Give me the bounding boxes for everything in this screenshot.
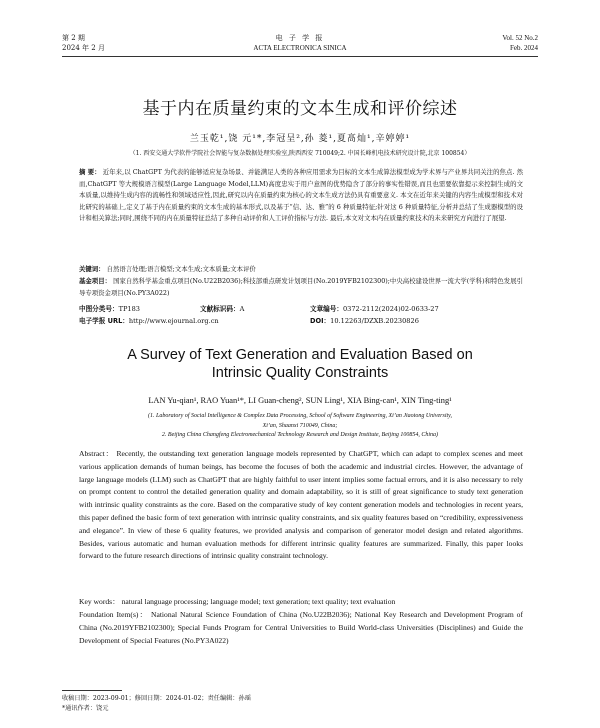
doc-label: 文献标识码： bbox=[200, 305, 240, 313]
doi-label: DOI： bbox=[310, 317, 331, 325]
abstract-cn-label: 摘 要： bbox=[79, 168, 101, 176]
header-issue-cn: 第 2 期 bbox=[62, 34, 85, 42]
doc-code bbox=[200, 303, 244, 313]
article-value: 0372-2112(2024)02-0633-27 bbox=[342, 305, 439, 313]
abstract-cn-text: 近年来,以 ChatGPT 为代表的能够适应复杂场景、并能满足人类的各种应用需求为目标的文本生成算法模型成为学术界与产业界共同关注的焦点. 然而,ChatGPT 等大规模语言模型(Large Language Model,LLM)高度忠实于用户意图的优势隐含了部分的事实性错误,而且也需要依靠提示来控制生成的文本质量,以维持生成内容的流畅性和领域适应性,因此,研究以内在质量约束为核心的文本生成方法仍具有重要意义. 本文在近年来关键的内容生成模型和技术对比研究的基础上,定义了基于内在质量约束的文本生成的基本形式,以及基于“信、达、雅”的 6 种质量特征;针对这 6 种质量特征,分析并总结了生成器模型的设计和相关算法;同时,围绕不同的内在质量特征总结了多种自动评价和人工评价指标与方法. 最后,本文对文本内在质量约束技术的未来研究方向进行了展望. bbox=[79, 168, 523, 223]
doc-value: A bbox=[239, 305, 245, 313]
doi bbox=[310, 315, 419, 325]
footnote-dates: 收稿日期：2023-09-01；修回日期：2024-01-02；责任编辑：孙瑶 bbox=[62, 695, 251, 702]
keywords-en bbox=[79, 596, 523, 609]
title-en-line-1: A Survey of Text Generation and Evaluation Based on bbox=[127, 347, 473, 363]
funding-en-text: National Natural Science Foundation of China (No.U22B2036); National Key Research and Development Program of China (No.2019YFB2102300); Special Funds Program for Central Universities to Build World-class Universities (Disciplines) and Guide the Development of Special Features (No.PY3A022) bbox=[79, 610, 523, 645]
abstract-cn bbox=[79, 167, 523, 225]
affiliation-en-line-2: Xi’an, Shaanxi 710049, China; bbox=[262, 422, 338, 429]
title-en bbox=[0, 346, 600, 382]
header-date-en: Feb. 2024 bbox=[510, 44, 538, 52]
authors-en: LAN Yu-qian¹, RAO Yuan¹*, LI Guan-cheng², SUN Ling¹, XIA Bing-can¹, XIN Ting-ting¹ bbox=[148, 396, 452, 405]
doi-value: 10.12263/DZXB.20230826 bbox=[330, 317, 419, 325]
clc-label: 中图分类号： bbox=[79, 305, 119, 313]
funding-en-label: Foundation Item(s)： bbox=[79, 610, 149, 619]
journal-url bbox=[79, 315, 219, 325]
header-date-cn: 2024 年 2 月 bbox=[62, 44, 105, 52]
affiliation-cn: （1. 西安交通大学软件学院社会智能与复杂数据处理实验室,陕西西安 710049;2. 中国长峰机电技术研究设计院,北京 100854） bbox=[129, 150, 471, 157]
title-cn: 基于内在质量约束的文本生成和评价综述 bbox=[142, 99, 458, 119]
affiliation-en-line-1: (1. Laboratory of Social Intelligence & Complex Data Processing, School of Software Engineering, Xi’an Jiaotong University, bbox=[147, 413, 452, 419]
article-label: 文章编号： bbox=[310, 305, 343, 313]
funding-cn bbox=[79, 276, 523, 299]
keywords-cn-label: 关键词： bbox=[79, 265, 105, 273]
url-label: 电子学报 URL： bbox=[79, 317, 129, 325]
article-number bbox=[310, 303, 439, 313]
clc-value: TP183 bbox=[118, 305, 140, 313]
affiliation-en bbox=[90, 412, 510, 441]
abstract-en bbox=[79, 448, 523, 563]
header-volume: Vol. 52 No.2 bbox=[502, 34, 538, 42]
funding-cn-label: 基金项目： bbox=[79, 277, 112, 285]
header-journal-cn: 电 子 学 报 bbox=[275, 34, 325, 42]
authors-cn: 兰玉乾¹,饶 元¹*,李冠呈²,孙 菱¹,夏髙灿¹,辛婷婷¹ bbox=[189, 134, 411, 144]
affiliation-en-line-3: 2. Beijing China Changfeng Electromechanical Technology Research and Design Institute, Beijing 100854, China) bbox=[161, 432, 439, 438]
abstract-en-text: Recently, the outstanding text generation language models represented by ChatGPT, which can adapt to complex scenes and meet various application demands of human beings, has become the focuses of both the academic and industrial circles. However, the advantage of large language models (LLM) such as ChatGPT that are highly faithful to user intent implies some factual errors, and it is also necessary to rely on prompt content to control the detailed generation quality and domain adaptability, so it is still of great significance to study text generation with intrinsic quality constraints as the core. Based on the comparative study of key content generation models and technologies in recent years, this paper defined the basic form of text generation with intrinsic quality constraints, and six quality features based on “credibility, expressiveness and elegance”. In view of these 6 quality features, we provided analysis and comparison of generator model design and related algorithms. Besides, various automatic and human evaluation methods for different intrinsic quality features are summarized. Finally, this paper looks forward to the future research directions of intrinsic quality constraint technology. bbox=[79, 449, 523, 561]
footnote-corresponding: *通讯作者：饶元 bbox=[62, 705, 109, 712]
header-rule bbox=[62, 56, 538, 57]
clc-number bbox=[79, 303, 140, 313]
keywords-en-text: natural language processing; language model; text generation; text quality; text evaluation bbox=[121, 597, 396, 606]
url-link[interactable]: http://www.ejournal.org.cn bbox=[128, 317, 219, 325]
funding-cn-text: 国家自然科学基金重点项目(No.U22B2036);科技部重点研发计划项目(No.2019YFB2102300);中央高校建设世界一流大学(学科)和特色发展引导专项资金项目(No.PY3A022) bbox=[79, 277, 523, 297]
footnote-rule bbox=[62, 690, 122, 691]
abstract-en-label: Abstract： bbox=[79, 449, 114, 458]
keywords-en-label: Key words： bbox=[79, 597, 120, 606]
keywords-cn bbox=[79, 264, 523, 276]
keywords-cn-text: 自然语言处理;语言模型;文本生成;文本质量;文本评价 bbox=[106, 265, 256, 273]
header-journal-en: ACTA ELECTRONICA SINICA bbox=[253, 44, 347, 52]
funding-en bbox=[79, 609, 523, 647]
title-en-line-2: Intrinsic Quality Constraints bbox=[211, 365, 389, 381]
